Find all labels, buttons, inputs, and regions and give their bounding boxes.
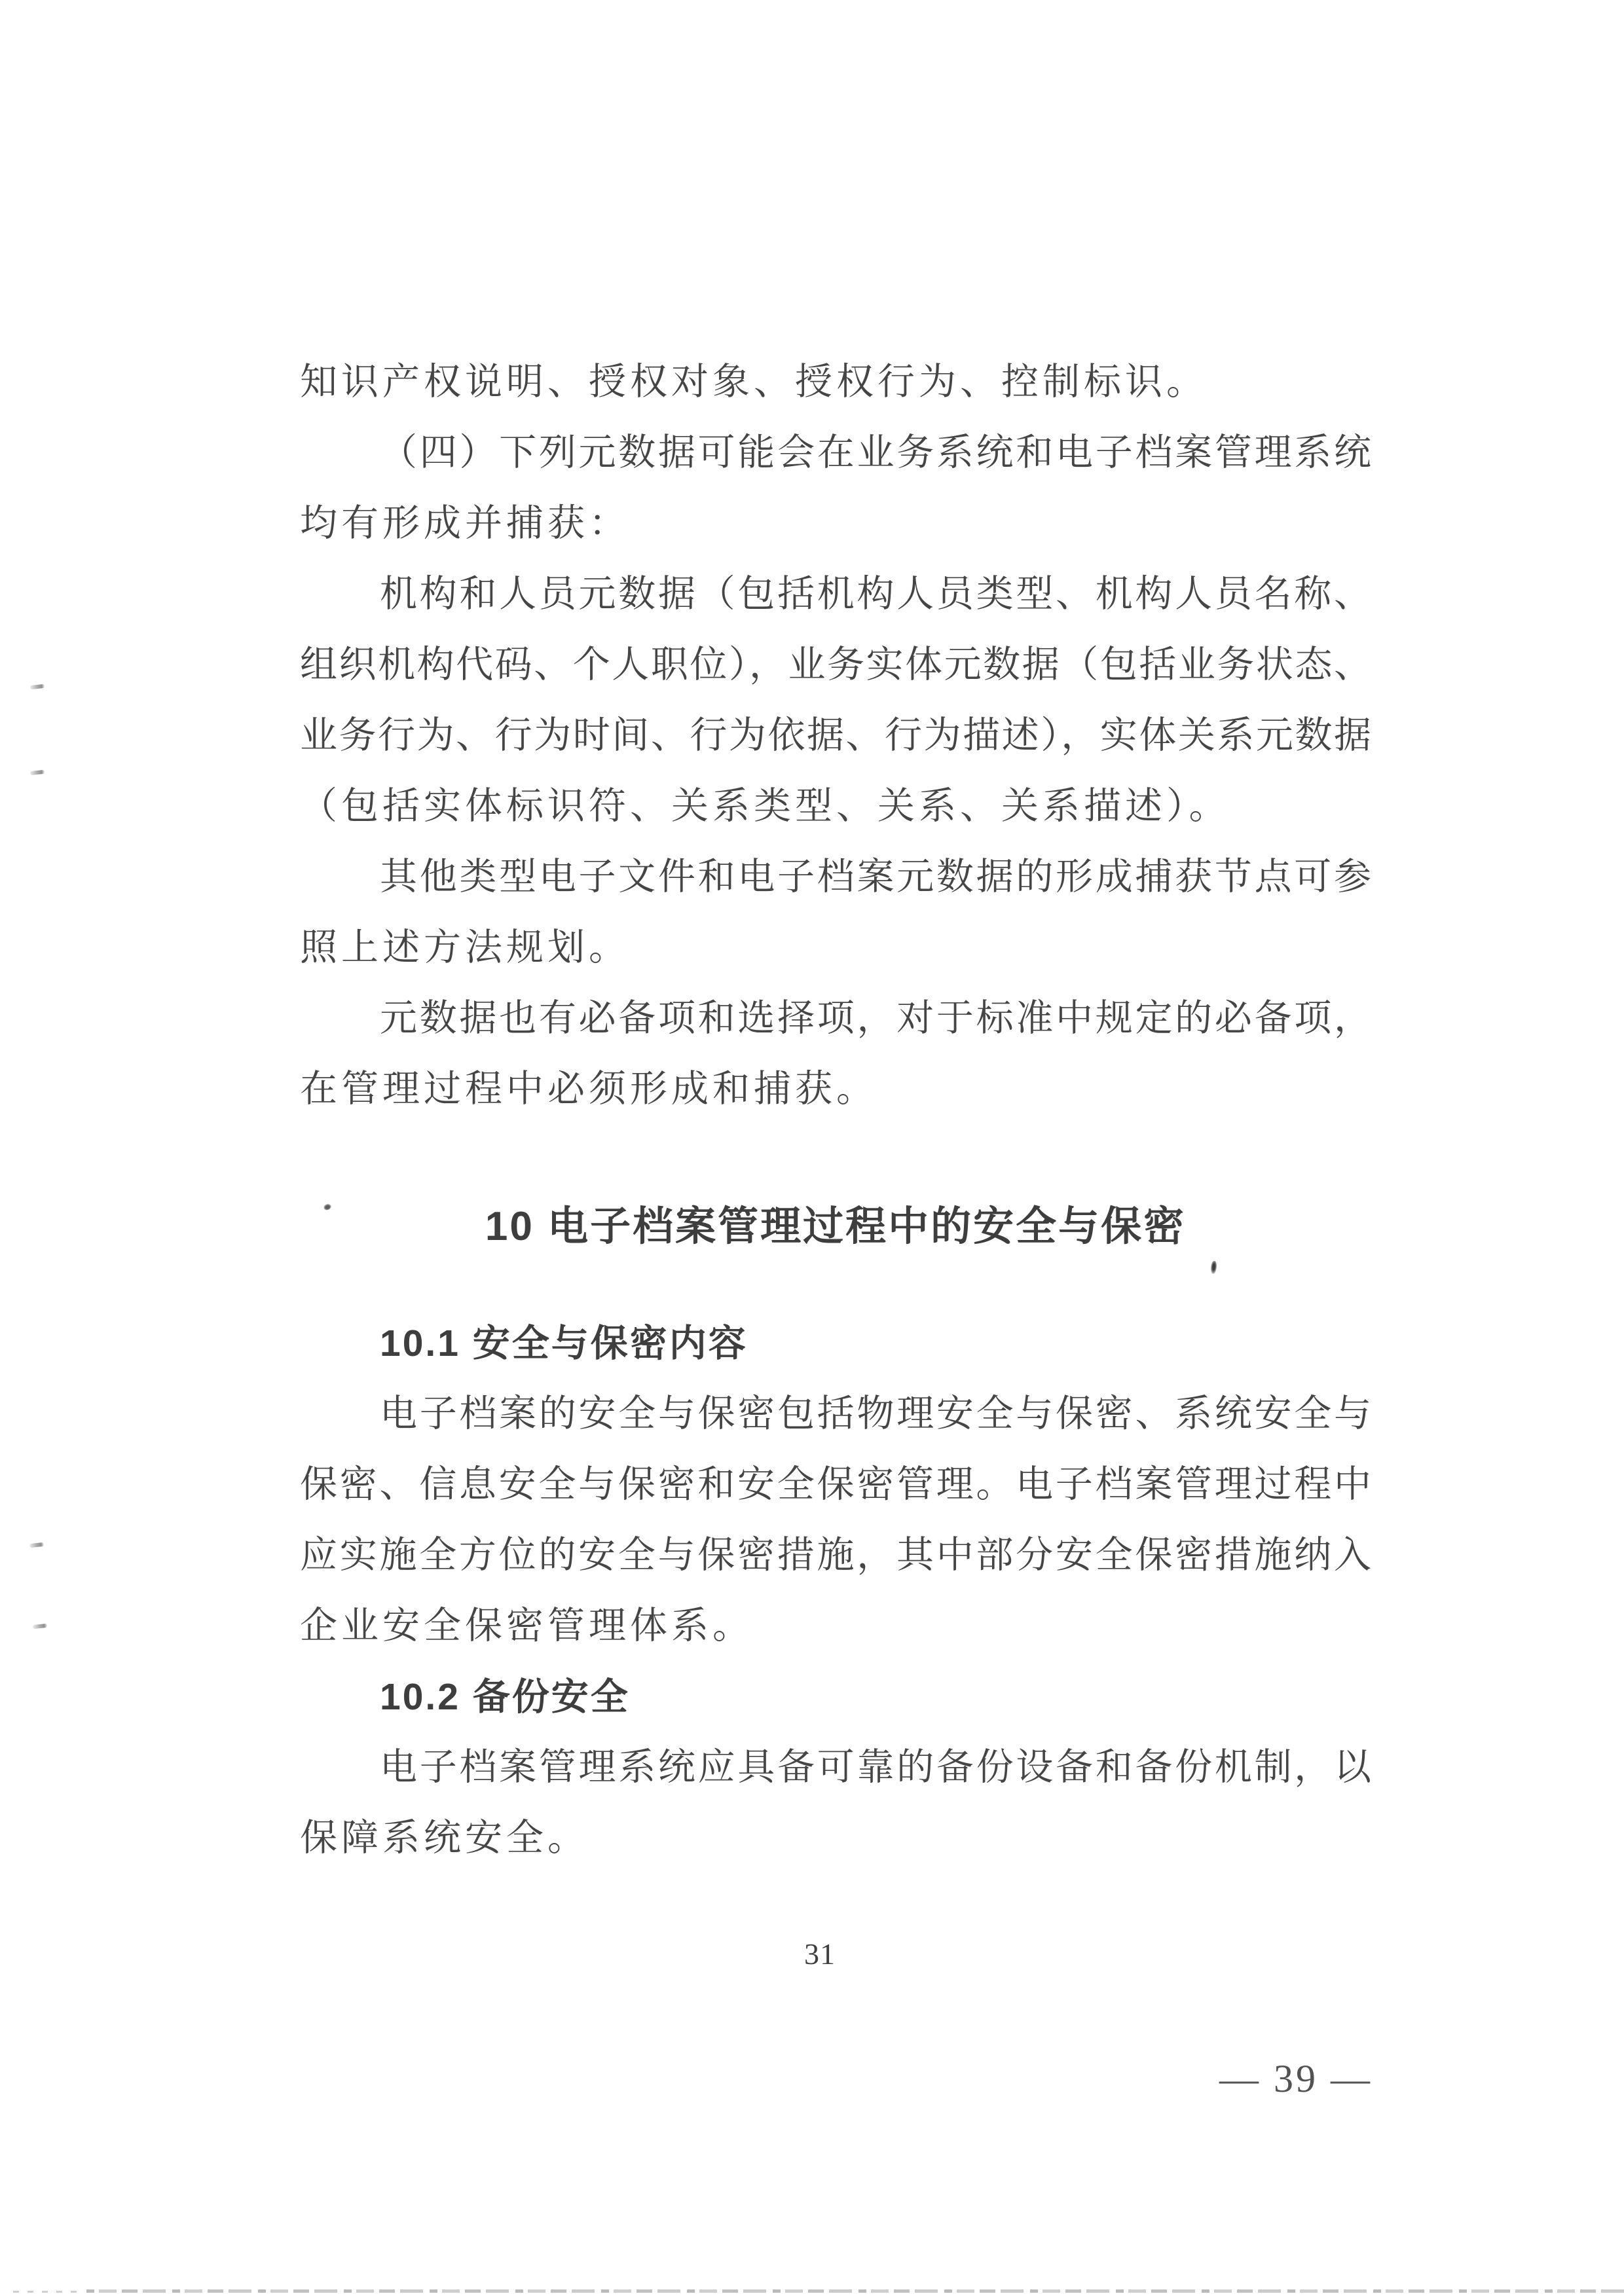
body-line: 业务行为、行为时间、行为依据、行为描述），实体关系元数据 [300,715,1371,756]
body-line: （四）下列元数据可能会在业务系统和电子档案管理系统 [380,432,1371,473]
body-line: 保障系统安全。 [300,1817,589,1859]
body-line: 电子档案的安全与保密包括物理安全与保密、系统安全与 [380,1393,1371,1434]
margin-scan-mark [30,770,45,775]
body-line: 知识产权说明、授权对象、授权行为、控制标识。 [300,361,1208,403]
scanner-edge-noise [13,2291,79,2293]
body-line: 应实施全方位的安全与保密措施，其中部分安全保密措施纳入 [300,1535,1371,1576]
margin-scan-mark [30,684,45,689]
page-number: — 39 — [1219,2057,1373,2100]
subsection-10-1-heading: 10.1 安全与保密内容 [380,1322,748,1364]
body-line: （包括实体标识符、关系类型、关系、关系描述）。 [300,786,1230,827]
body-line: 保密、信息安全与保密和安全保密管理。电子档案管理过程中 [300,1464,1371,1505]
margin-scan-mark [33,1624,48,1629]
body-line: 均有形成并捕获： [300,503,630,544]
scanner-edge-noise [86,2289,1624,2293]
body-line: 企业安全保密管理体系。 [300,1605,754,1647]
body-line: 电子档案管理系统应具备可靠的备份设备和备份机制，以 [380,1747,1371,1788]
body-line: 机构和人员元数据（包括机构人员类型、机构人员名称、 [380,574,1371,615]
body-line: 元数据也有必备项和选择项，对于标准中规定的必备项， [380,998,1371,1039]
body-line: 组织机构代码、个人职位），业务实体元数据（包括业务状态、 [300,644,1371,685]
body-line: 其他类型电子文件和电子档案元数据的形成捕获节点可参 [380,856,1371,898]
section-10-heading: 10 电子档案管理过程中的安全与保密 [485,1204,1187,1249]
inner-page-note: 31 [804,1937,836,1971]
margin-scan-mark [29,1542,45,1548]
subsection-10-2-heading: 10.2 备份安全 [380,1676,630,1718]
body-line: 照上述方法规划。 [300,927,630,968]
text-column [300,347,1371,1874]
body-line: 在管理过程中必须形成和捕获。 [300,1068,877,1110]
